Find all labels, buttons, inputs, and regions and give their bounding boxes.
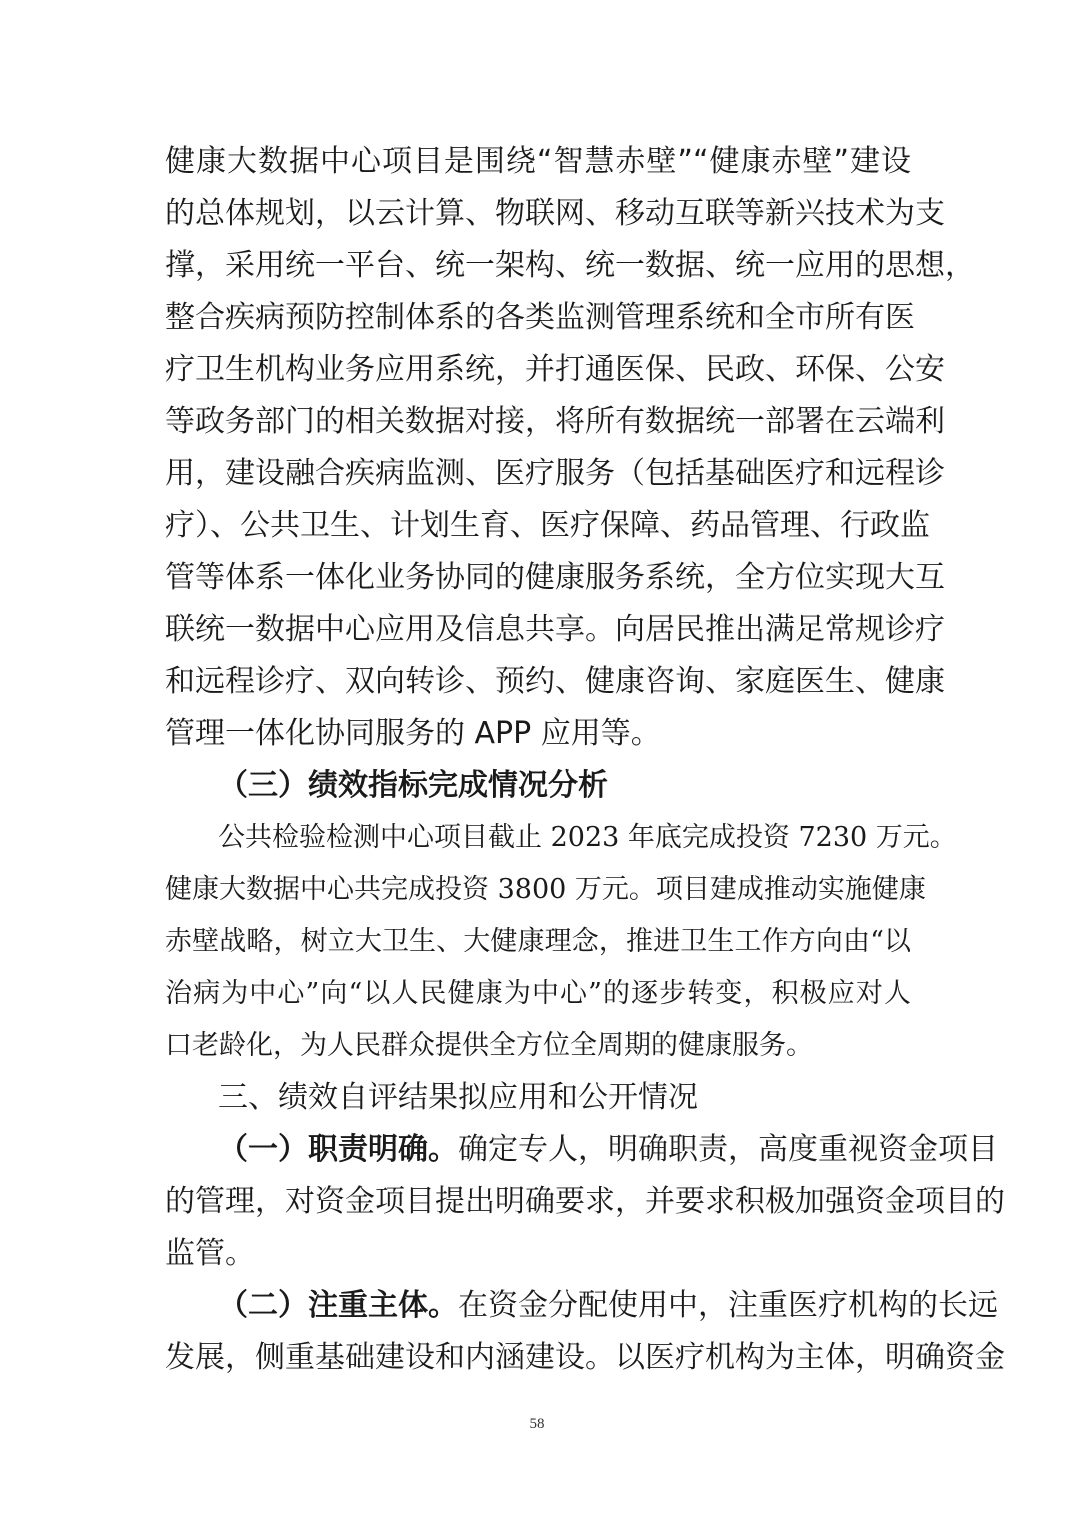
para1-line: 整合疾病预防控制体系的各类监测管理系统和全市所有医	[165, 300, 915, 335]
item2-first-line	[218, 1286, 998, 1326]
para1-line: 用，建设融合疾病监测、医疗服务（包括基础医疗和远程诊	[165, 456, 945, 491]
item1-text: 确定专人，明确职责，高度重视资金项目	[458, 1132, 998, 1167]
para1-line: 管理一体化协同服务的 APP 应用等。	[165, 716, 661, 751]
item1-line: 的管理，对资金项目提出明确要求，并要求积极加强资金项目的	[165, 1184, 1005, 1219]
para1-line: 的总体规划，以云计算、物联网、移动互联等新兴技术为支	[165, 196, 945, 231]
section-heading: （三）绩效指标完成情况分析	[218, 768, 608, 803]
para2-line: 健康大数据中心共完成投资 3800 万元。项目建成推动实施健康	[165, 874, 926, 905]
item2-lead: （二）注重主体。	[218, 1288, 458, 1323]
para1-line: 联统一数据中心应用及信息共享。向居民推出满足常规诊疗	[165, 612, 945, 647]
para2-line: 口老龄化，为人民群众提供全方位全周期的健康服务。	[165, 1030, 813, 1061]
item1-lead: （一）职责明确。	[218, 1132, 458, 1167]
para1-line: 和远程诊疗、双向转诊、预约、健康咨询、家庭医生、健康	[165, 664, 945, 699]
para1-line: 管等体系一体化业务协同的健康服务系统，全方位实现大互	[165, 560, 945, 595]
para1-line: 疗）、公共卫生、计划生育、医疗保障、药品管理、行政监	[165, 508, 930, 543]
para2-line: 公共检验检测中心项目截止 2023 年底完成投资 7230 万元。	[218, 822, 957, 853]
item2-line: 发展，侧重基础建设和内涵建设。以医疗机构为主体，明确资金	[165, 1340, 1005, 1375]
para2-line: 治病为中心”向“以人民健康为中心”的逐步转变，积极应对人	[165, 978, 911, 1009]
para1-line: 等政务部门的相关数据对接，将所有数据统一部署在云端利	[165, 404, 945, 439]
para1-line: 疗卫生机构业务应用系统，并打通医保、民政、环保、公安	[165, 352, 945, 387]
page-number: 58	[529, 1416, 545, 1432]
para1-line: 健康大数据中心项目是围绕“智慧赤壁”“健康赤壁”建设	[165, 144, 911, 179]
para2-line: 赤壁战略，树立大卫生、大健康理念，推进卫生工作方向由“以	[165, 926, 911, 957]
chapter-title: 三、绩效自评结果拟应用和公开情况	[218, 1080, 698, 1115]
item2-text: 在资金分配使用中，注重医疗机构的长远	[458, 1288, 998, 1323]
para1-line: 撑，采用统一平台、统一架构、统一数据、统一应用的思想，	[165, 248, 975, 283]
item1-first-line	[218, 1130, 998, 1170]
item1-line: 监管。	[165, 1236, 255, 1271]
